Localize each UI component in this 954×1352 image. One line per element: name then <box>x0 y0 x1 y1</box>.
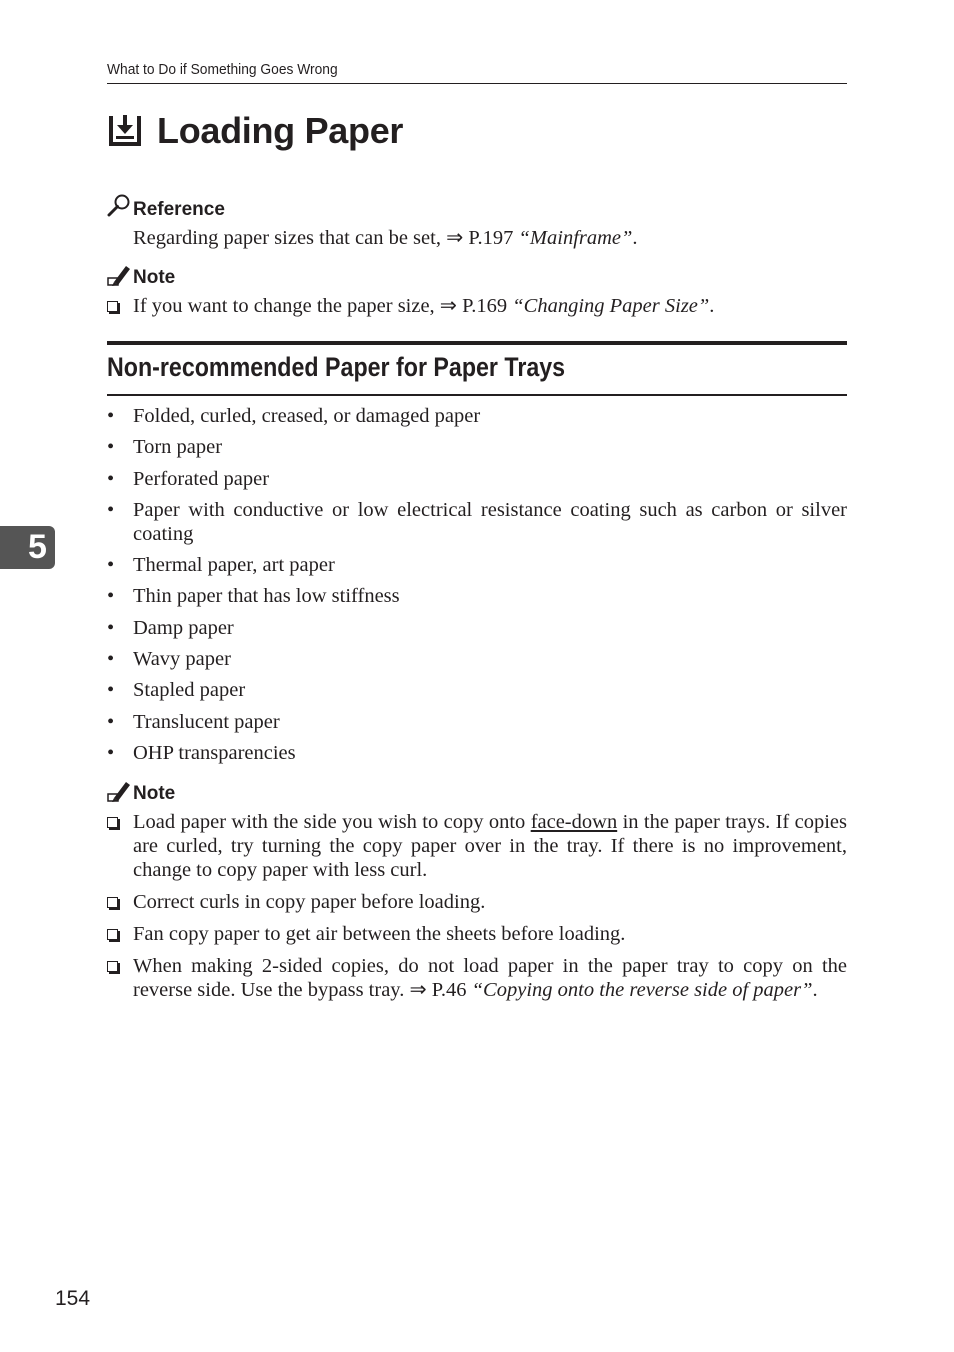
list-item: • Torn paper <box>107 435 847 459</box>
chapter-tab-number: 5 <box>28 528 47 566</box>
list-item: • Damp paper <box>107 616 847 640</box>
list-item <box>107 890 847 914</box>
list-item: • Translucent paper <box>107 710 847 734</box>
checkbox-icon <box>107 301 118 312</box>
list-item: • Stapled paper <box>107 678 847 702</box>
note2-item-text: Correct curls in copy paper before loading. <box>133 891 486 913</box>
note2-item-end: . <box>812 979 818 1001</box>
pencil-icon <box>107 263 131 287</box>
note2-item-link[interactable]: “Copying onto the reverse side of paper” <box>471 979 813 1001</box>
note1-item-link[interactable]: “Changing Paper Size” <box>512 295 710 317</box>
note2-label: Note <box>133 783 176 804</box>
page-title-block <box>107 110 403 152</box>
reference-label: Reference <box>133 199 225 220</box>
list-item: • Thermal paper, art paper <box>107 553 847 577</box>
checkbox-icon <box>107 929 118 940</box>
pencil-icon <box>107 779 131 803</box>
note2-item-text: in the paper trays. If copies are curled, try turning the copy paper over in the tray. If there is no improvement, change to copy paper with less curl. <box>133 811 847 881</box>
reference-link[interactable]: “Mainframe” <box>518 227 633 249</box>
list-item: • Perforated paper <box>107 467 847 491</box>
note2-item-text: Load paper with the side you wish to copy onto <box>133 811 531 833</box>
list-item: • Thin paper that has low stiffness <box>107 584 847 608</box>
list-item: • Wavy paper <box>107 647 847 671</box>
reference-text-end: . <box>632 227 638 249</box>
note2-item-text: Fan copy paper to get air between the sheets before loading. <box>133 923 626 945</box>
header-rule <box>107 83 847 84</box>
paper-tray-load-icon <box>107 113 143 149</box>
face-down-link[interactable]: face-down <box>530 811 618 833</box>
note2-list <box>107 810 847 1010</box>
note1-list <box>107 294 847 326</box>
list-item <box>107 954 847 1002</box>
list-item <box>107 294 847 318</box>
section-title: Non-recommended Paper for Paper Trays <box>107 352 566 382</box>
list-item: • OHP transparencies <box>107 741 847 765</box>
reference-text <box>133 226 638 250</box>
list-item: • Paper with conductive or low electrical resistance coating such as carbon or silver coating <box>107 498 847 546</box>
page-number: 154 <box>55 1287 91 1310</box>
section-bottom-rule <box>107 394 847 396</box>
running-header: What to Do if Something Goes Wrong <box>107 61 338 78</box>
note2-item-text: When making 2-sided copies, do not load paper in the paper tray to copy on the reverse side. Use the bypass tray. ⇒ P.46 <box>133 955 847 1001</box>
list-item <box>107 922 847 946</box>
checkbox-icon <box>107 897 118 908</box>
page-title: Loading Paper <box>157 110 404 151</box>
note1-item-end: . <box>709 295 715 317</box>
note1-label: Note <box>133 267 176 288</box>
list-item <box>107 810 847 882</box>
note1-item-text: If you want to change the paper size, ⇒ P.169 <box>133 295 513 317</box>
magnifier-icon <box>107 193 131 217</box>
checkbox-icon <box>107 817 118 828</box>
checkbox-icon <box>107 961 118 972</box>
section-top-rule <box>107 341 847 345</box>
reference-text-main: Regarding paper sizes that can be set, ⇒ P.197 <box>133 227 519 249</box>
non-recommended-paper-list <box>107 404 847 772</box>
list-item: • Folded, curled, creased, or damaged paper <box>107 404 847 428</box>
